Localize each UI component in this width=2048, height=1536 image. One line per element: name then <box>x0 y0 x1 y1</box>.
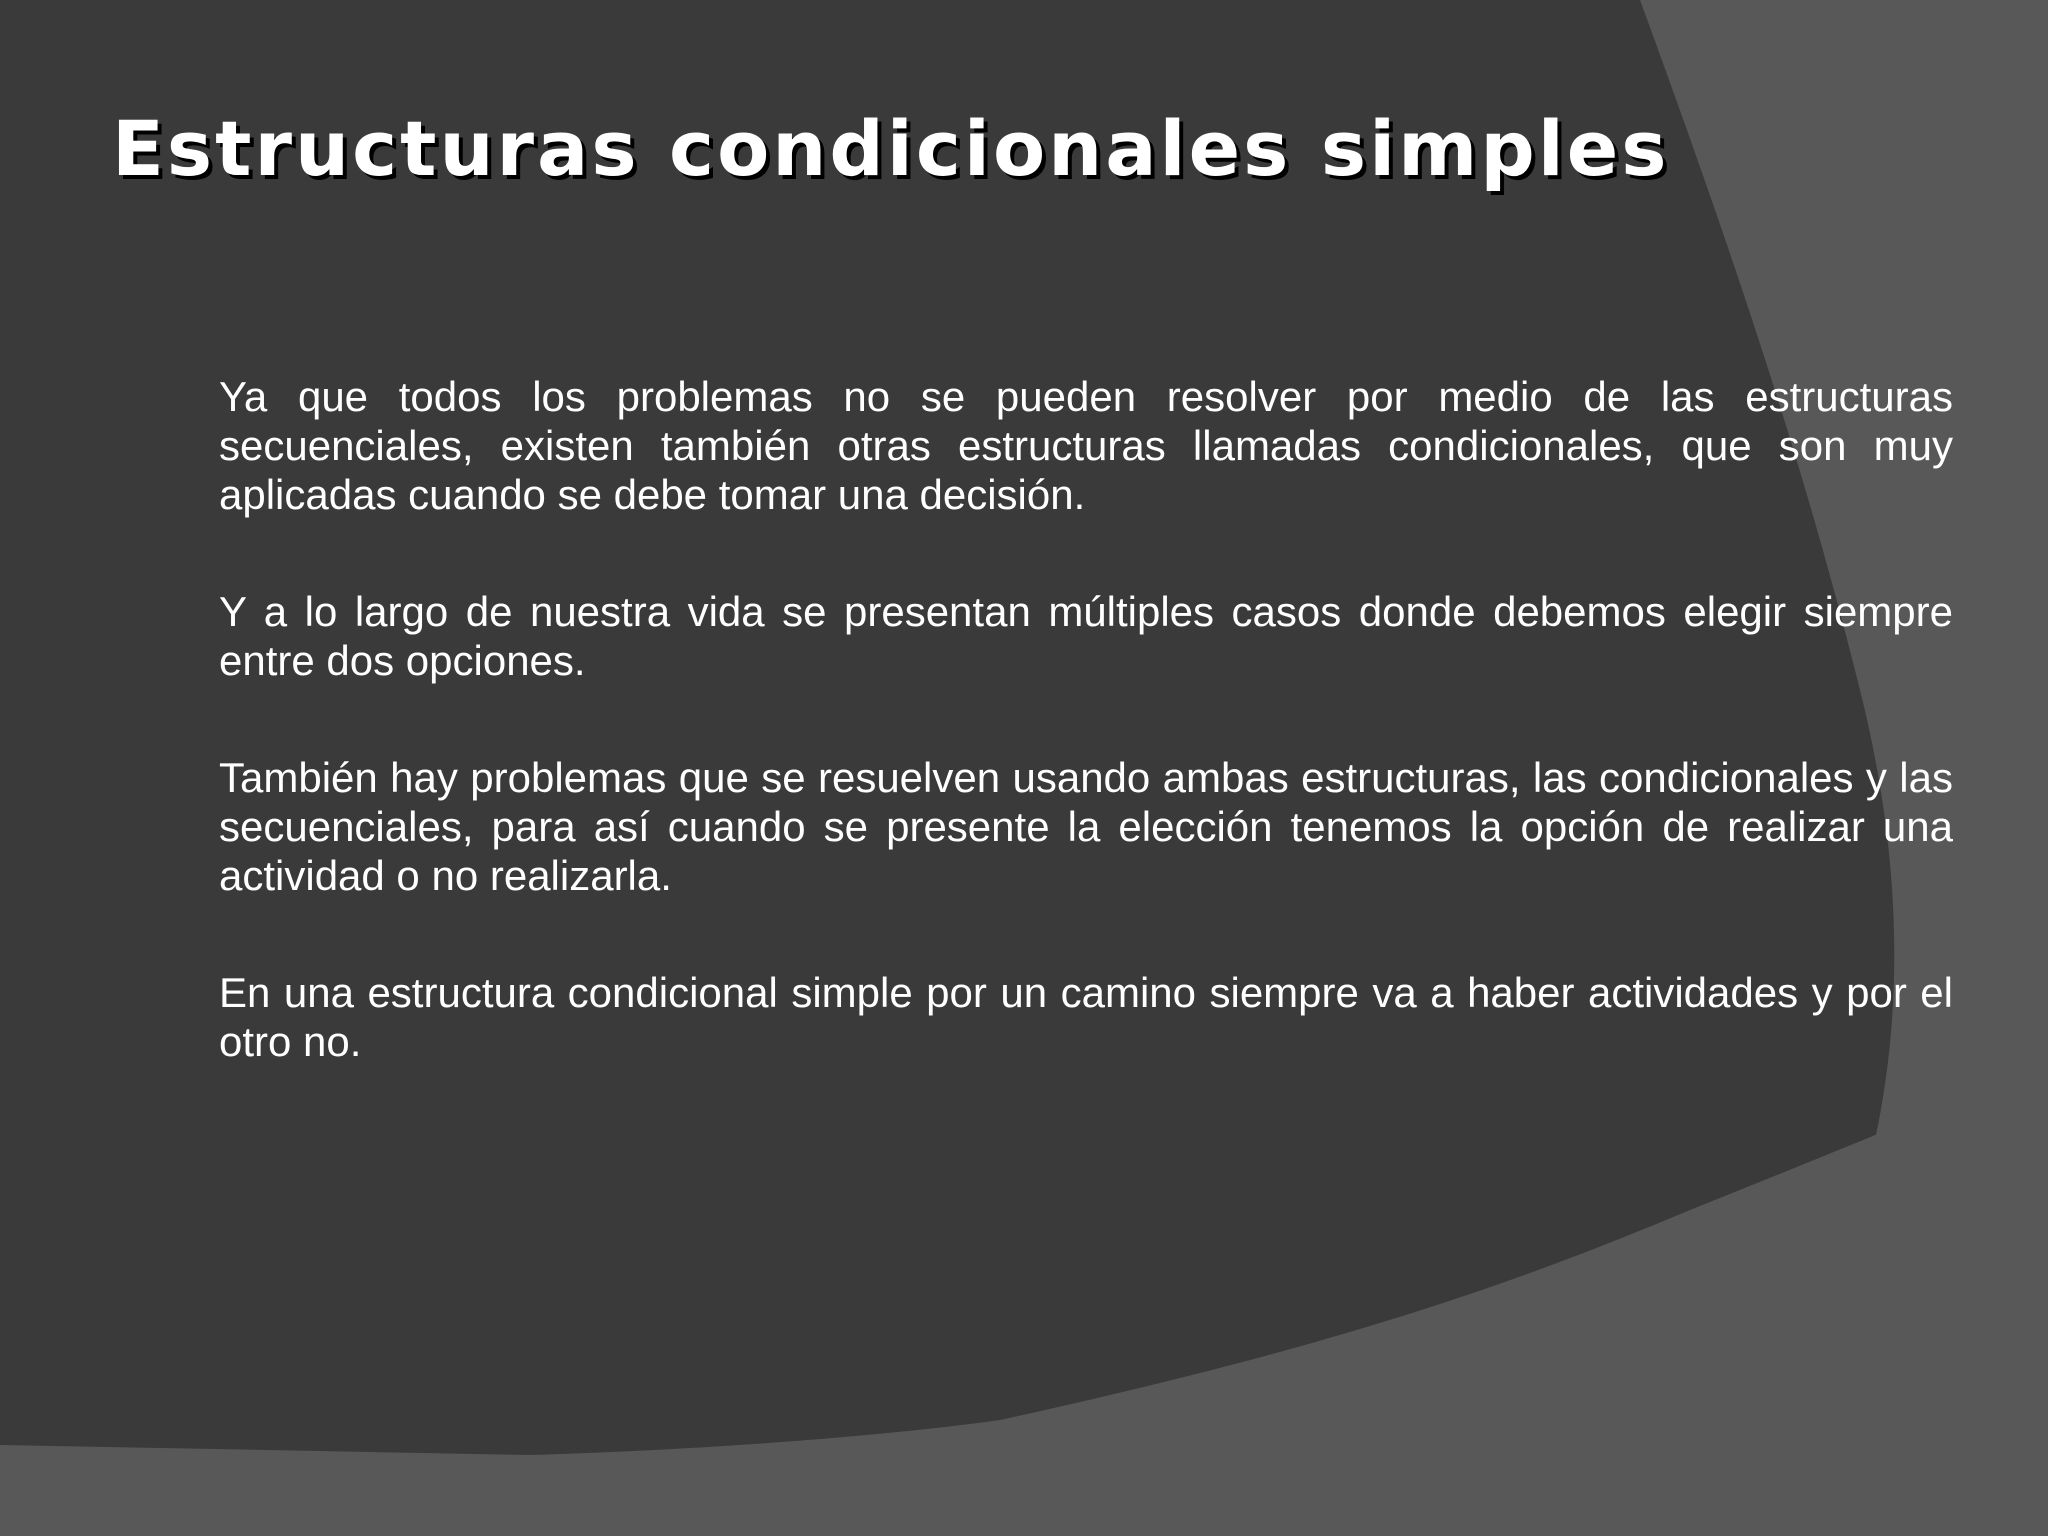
paragraph-3: También hay problemas que se resuelven usando ambas estructuras, las condicionales y las secuenciales, para así cuando se presente la elección tenemos la opción de realizar una actividad o no realizarla. <box>219 754 1953 899</box>
paragraph-4: En una estructura condicional simple por un camino siempre va a haber actividades y por el otro no. <box>219 969 1953 1065</box>
slide-body <box>219 372 1953 1134</box>
slide-title: Estructuras condicionales simples <box>112 104 1670 193</box>
bottom-light-shape <box>0 1065 2048 1536</box>
paragraph-1: Ya que todos los problemas no se pueden resolver por medio de las estructuras secuenciales, existen también otras estructuras llamadas condicionales, que son muy aplicadas cuando se debe tomar una decisión. <box>219 373 1953 518</box>
paragraph-2: Y a lo largo de nuestra vida se presentan múltiples casos donde debemos elegir siempre entre dos opciones. <box>219 588 1953 684</box>
